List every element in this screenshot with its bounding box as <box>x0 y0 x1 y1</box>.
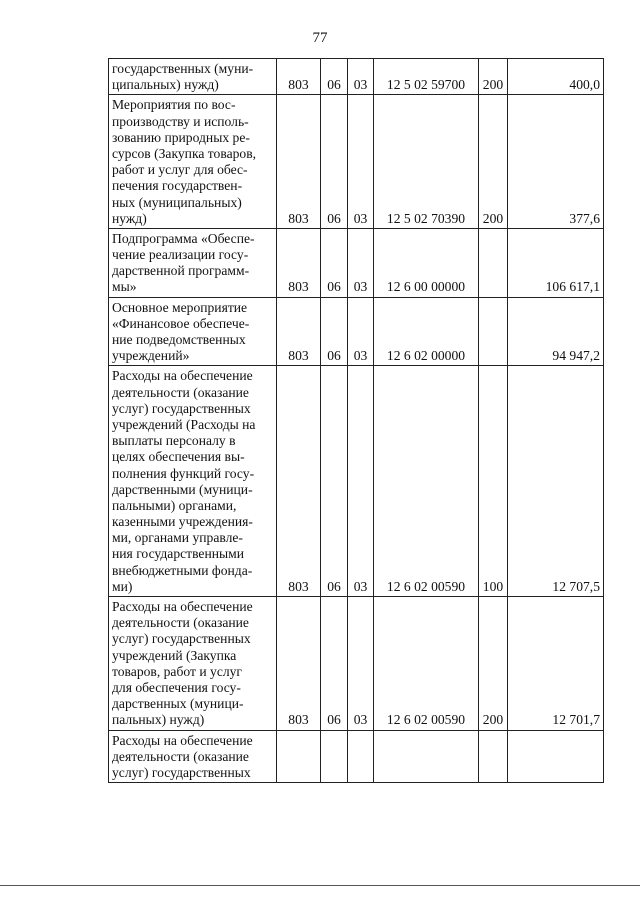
target-article-cell: 12 6 02 00590 <box>374 366 479 597</box>
target-article-cell: 12 5 02 59700 <box>374 59 479 95</box>
section-cell: 06 <box>321 366 348 597</box>
subsection-cell: 03 <box>348 95 374 229</box>
expense-name-line: дарственных (муници- <box>112 696 244 712</box>
admin-code-cell: 803 <box>277 297 321 366</box>
expense-name-line: мы» <box>112 279 137 295</box>
expense-name-line: внебюджетными фонда- <box>112 562 253 578</box>
amount-cell <box>508 730 604 783</box>
expense-name-line: ми, органами управле- <box>112 530 243 546</box>
expense-name-line: Расходы на обеспечение <box>112 732 253 748</box>
table-row <box>109 59 604 95</box>
subsection-cell: 03 <box>348 366 374 597</box>
expense-name-line: Расходы на обеспечение <box>112 599 253 614</box>
expense-name-cell <box>109 95 277 229</box>
expense-name-line: чение реализации госу- <box>112 247 249 263</box>
amount-cell: 12 701,7 <box>508 597 604 731</box>
expense-name-cell <box>109 297 277 366</box>
table-row <box>109 366 604 597</box>
expense-name-cell <box>109 597 277 731</box>
expense-name-line: «Финансовое обеспече- <box>112 315 250 331</box>
expense-name-line: ния государственными <box>112 546 245 562</box>
target-article-cell <box>374 730 479 783</box>
expense-name-line: пальных) нужд) <box>112 712 205 728</box>
expense-type-cell: 100 <box>479 366 508 597</box>
expense-name-line: полнения функций госу- <box>112 465 255 481</box>
expense-type-cell: 200 <box>479 59 508 95</box>
expense-name-line: услуг) государственных <box>112 631 251 647</box>
budget-table-body <box>109 59 604 783</box>
table-row <box>109 597 604 731</box>
expense-type-cell: 200 <box>479 597 508 731</box>
expense-name-line: казенными учреждения- <box>112 514 253 530</box>
expense-name-cell <box>109 366 277 597</box>
expense-type-cell <box>479 730 508 783</box>
expense-name-line: Мероприятия по вос- <box>112 97 236 113</box>
admin-code-cell: 803 <box>277 597 321 731</box>
subsection-cell: 03 <box>348 297 374 366</box>
expense-name-line: Основное мероприятие <box>112 299 248 315</box>
expense-name-line: Расходы на обеспечение <box>112 368 253 384</box>
amount-cell: 400,0 <box>508 59 604 95</box>
amount-cell: 94 947,2 <box>508 297 604 366</box>
expense-name-cell <box>109 730 277 783</box>
section-cell <box>321 730 348 783</box>
section-cell: 06 <box>321 95 348 229</box>
expense-name-line: учреждений (Закупка <box>112 647 237 663</box>
budget-table <box>108 58 604 783</box>
subsection-cell <box>348 730 374 783</box>
subsection-cell: 03 <box>348 597 374 731</box>
page-number: 77 <box>312 30 328 46</box>
expense-name-line: деятельности (оказание <box>112 615 249 631</box>
expense-name-line: ми) <box>112 578 133 594</box>
expense-name-line: дарственными (муници- <box>112 481 253 497</box>
subsection-cell: 03 <box>348 59 374 95</box>
expense-name-cell <box>109 59 277 95</box>
expense-name-line: пальными) органами, <box>112 497 237 513</box>
expense-name-line: учреждений (Расходы на <box>112 416 256 432</box>
expense-name-line: выплаты персоналу в <box>112 433 236 449</box>
expense-name-line: целях обеспечения вы- <box>112 449 245 465</box>
section-cell: 06 <box>321 59 348 95</box>
expense-name-line: печения государствен- <box>112 178 243 194</box>
expense-name-line: производству и исполь- <box>112 113 249 129</box>
target-article-cell: 12 6 02 00000 <box>374 297 479 366</box>
expense-name-line: дарственной программ- <box>112 263 250 279</box>
section-cell: 06 <box>321 228 348 297</box>
expense-name-line: деятельности (оказание <box>112 384 249 400</box>
target-article-cell: 12 5 02 70390 <box>374 95 479 229</box>
expense-name-line: услуг) государственных <box>112 764 251 780</box>
bottom-rule <box>0 885 640 886</box>
expense-name-cell <box>109 228 277 297</box>
table-row <box>109 297 604 366</box>
amount-cell: 106 617,1 <box>508 228 604 297</box>
expense-type-cell: 200 <box>479 95 508 229</box>
expense-name-line: деятельности (оказание <box>112 748 249 764</box>
section-cell: 06 <box>321 297 348 366</box>
admin-code-cell <box>277 730 321 783</box>
expense-name-line: услуг) государственных <box>112 400 251 416</box>
expense-name-line: учреждений» <box>112 348 190 364</box>
admin-code-cell: 803 <box>277 59 321 95</box>
section-cell: 06 <box>321 597 348 731</box>
admin-code-cell: 803 <box>277 95 321 229</box>
expense-name-line: зованию природных ре- <box>112 129 250 145</box>
expense-name-line: для обеспечения госу- <box>112 679 241 695</box>
expense-type-cell <box>479 228 508 297</box>
admin-code-cell: 803 <box>277 366 321 597</box>
subsection-cell: 03 <box>348 228 374 297</box>
expense-name-line: ных (муниципальных) <box>112 194 242 210</box>
amount-cell: 12 707,5 <box>508 366 604 597</box>
table-row <box>109 228 604 297</box>
table-row <box>109 95 604 229</box>
expense-name-line: Подпрограмма «Обеспе- <box>112 230 255 246</box>
expense-name-line: ние подведомственных <box>112 332 246 347</box>
expense-name-line: товаров, работ и услуг <box>112 663 243 679</box>
expense-name-line: государственных (муни- <box>112 61 254 76</box>
expense-name-line: ципальных) нужд) <box>112 77 219 93</box>
expense-name-line: работ и услуг для обес- <box>112 162 248 178</box>
expense-name-line: нужд) <box>112 210 147 226</box>
admin-code-cell: 803 <box>277 228 321 297</box>
expense-name-line: сурсов (Закупка товаров, <box>112 145 257 161</box>
expense-type-cell <box>479 297 508 366</box>
target-article-cell: 12 6 02 00590 <box>374 597 479 731</box>
amount-cell: 377,6 <box>508 95 604 229</box>
table-row <box>109 730 604 783</box>
target-article-cell: 12 6 00 00000 <box>374 228 479 297</box>
